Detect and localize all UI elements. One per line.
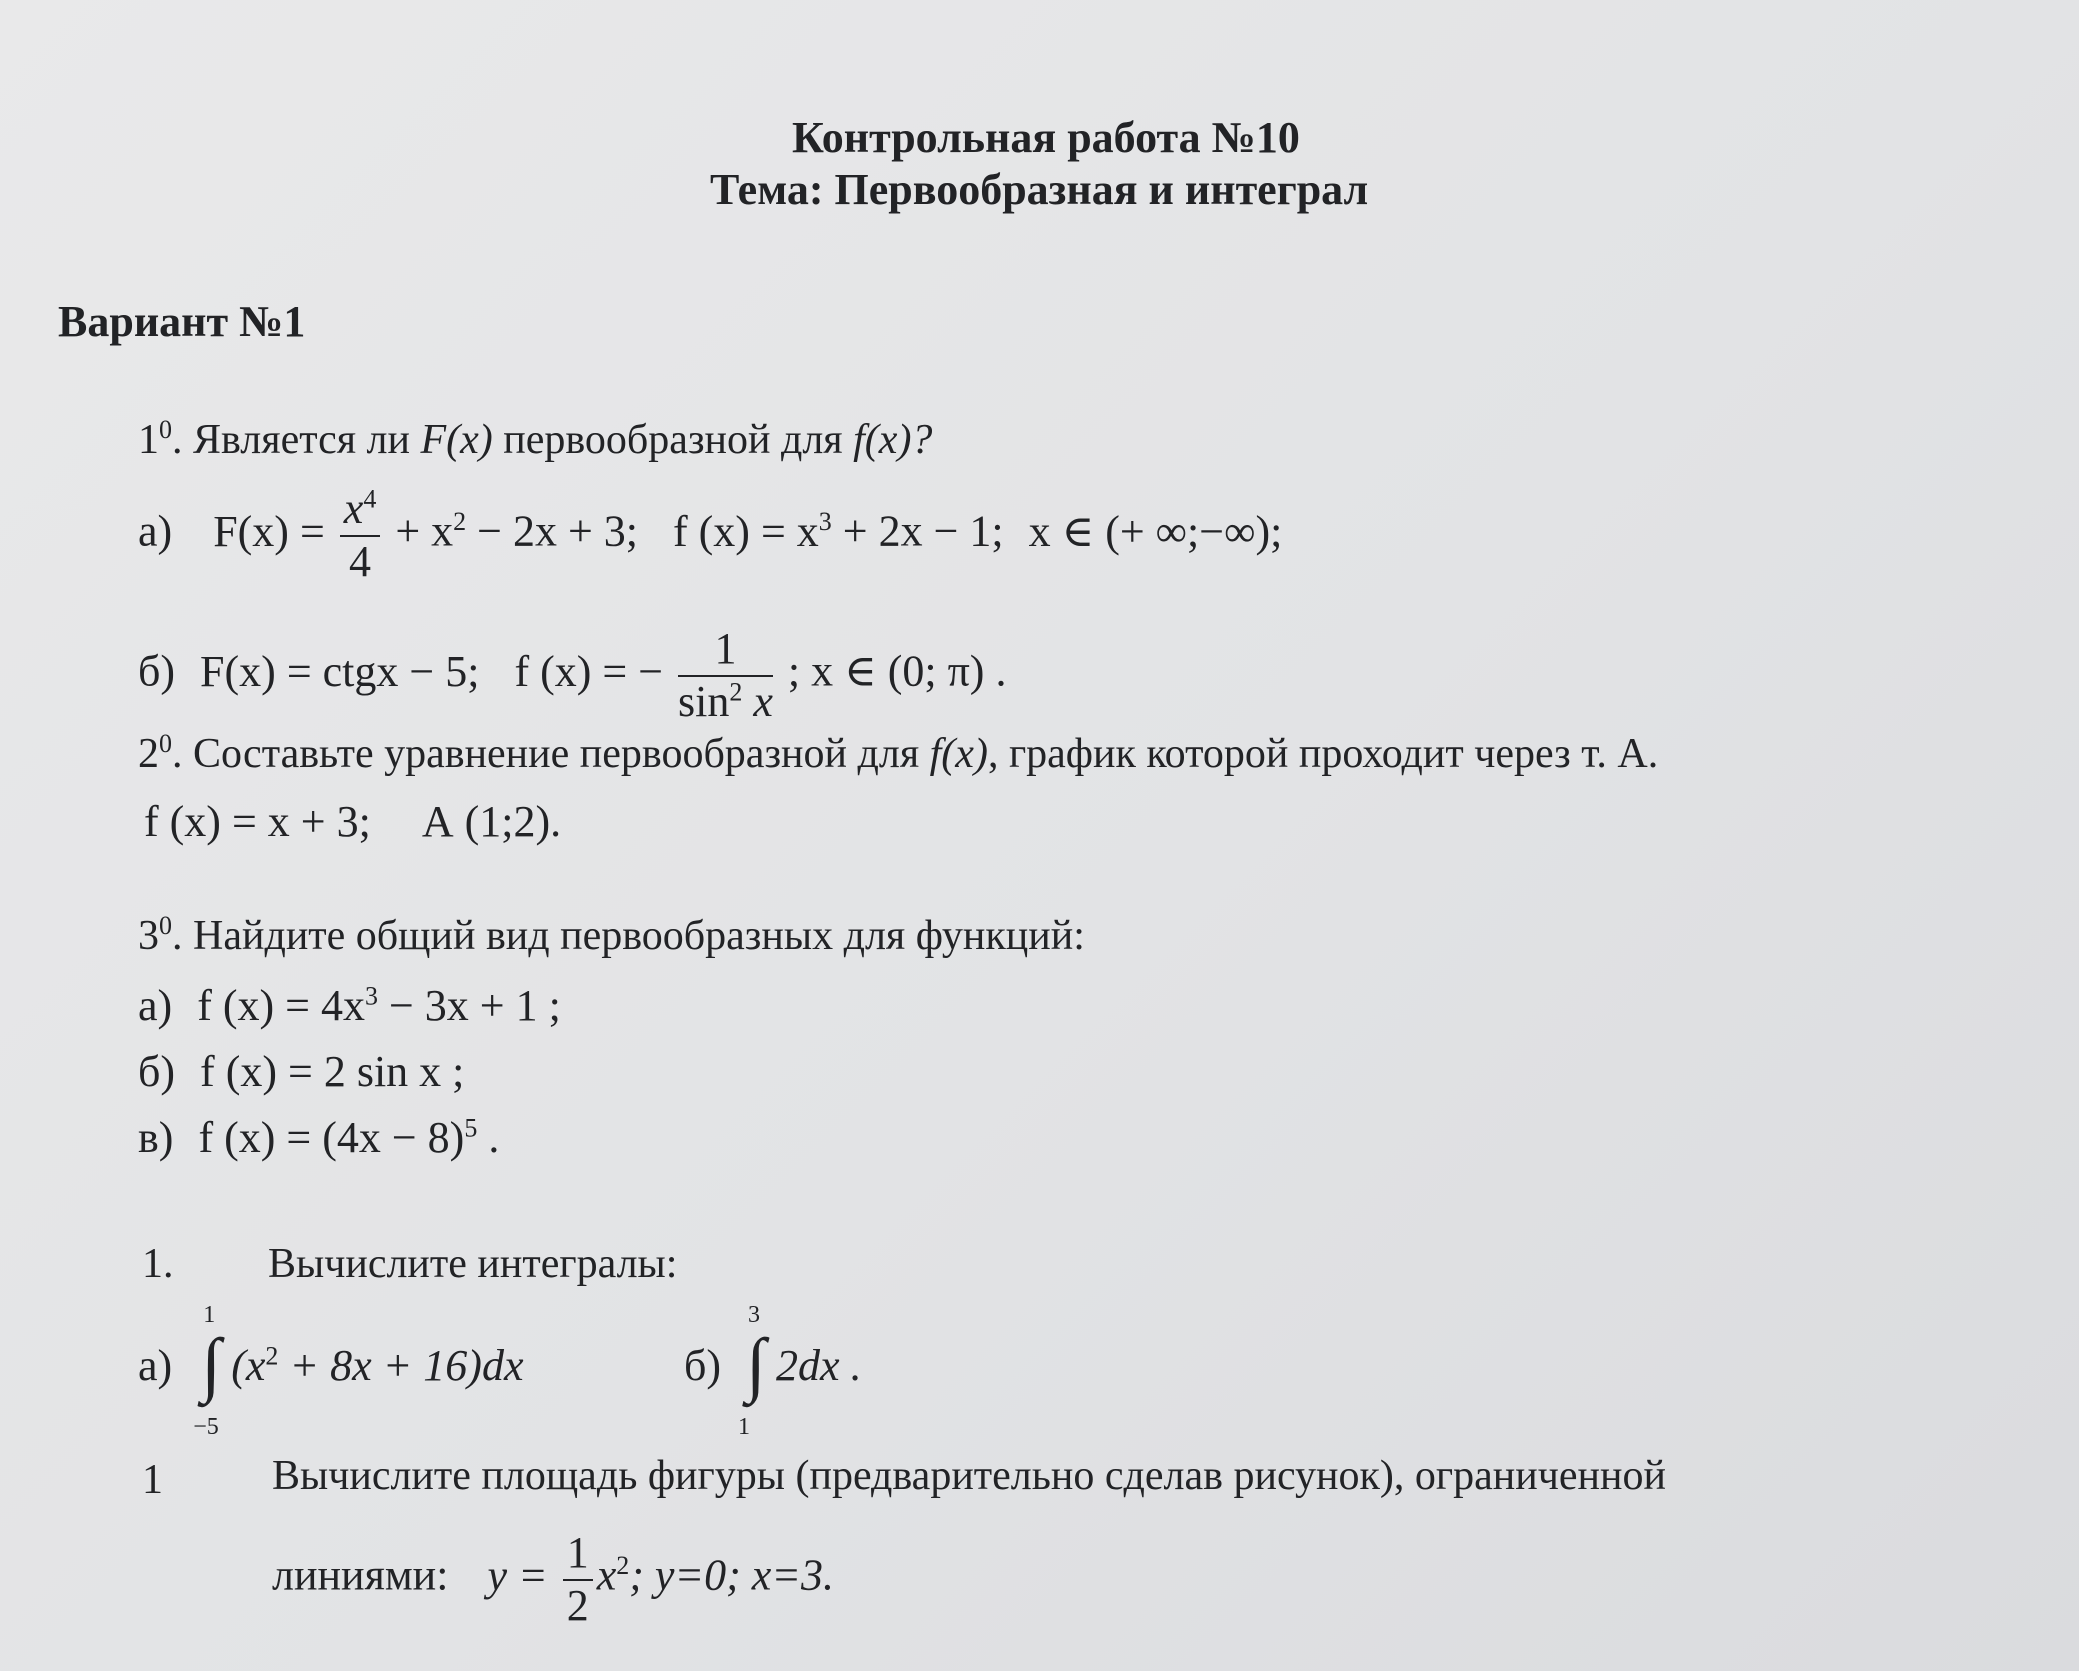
task4-b-label: б): [684, 1341, 722, 1391]
task1-a-num-exp: 4: [363, 484, 377, 514]
task2-fx: f(x): [929, 731, 988, 777]
task1-item-a: [138, 484, 1282, 587]
task5-lines: [272, 1528, 834, 1631]
task1-item-b: [138, 624, 1006, 727]
task4-a-body1: (x: [231, 1341, 266, 1391]
task1-a-fexp: 3: [818, 507, 832, 537]
task4-a-body2: + 8x + 16)dx: [278, 1341, 524, 1391]
task1-question: [138, 416, 932, 464]
task5-x: x: [596, 1550, 617, 1600]
task1-fx: f(x)?: [853, 417, 933, 463]
task3-item-c: [138, 1112, 499, 1163]
task3-text: . Найдите общий вид первообразных для функций:: [172, 913, 1085, 959]
task3-b-label: б): [138, 1047, 176, 1096]
task3-c-f: f (x) = (4x − 8): [198, 1113, 465, 1162]
task1-a-rest2: − 2x + 3;: [466, 506, 638, 556]
task1-Fx: F(x): [420, 417, 493, 463]
integral-a: ∫ 1 −5: [193, 1302, 221, 1440]
task1-a-f: f (x) = x: [673, 506, 819, 556]
task1-a-rest1: + x: [395, 506, 454, 556]
task5-x-exp: 2: [616, 1551, 630, 1581]
task1-a-den: 4: [349, 536, 372, 586]
integral-b: ∫ 3 1: [738, 1302, 766, 1440]
task3-degree: 0: [159, 911, 172, 940]
task2-point: А (1;2).: [421, 797, 562, 846]
task3-b-f: f (x) = 2 sin x ;: [200, 1047, 465, 1096]
task1-b-den-exp: 2: [729, 676, 743, 706]
task3-c-end: .: [477, 1113, 500, 1162]
variant-heading: Вариант №1: [58, 297, 306, 346]
task5-text: Вычислите площадь фигуры (предварительно сделав рисунок), ограниченной: [272, 1453, 1666, 1499]
integral-a-lower: −5: [193, 1414, 219, 1440]
task1-a-fraction: [340, 484, 381, 587]
task1-b-den-x: x: [742, 676, 773, 726]
task2-number: 2: [138, 731, 159, 777]
task1-b-f: f (x) = −: [514, 646, 664, 696]
task5-lines-label: линиями:: [272, 1550, 449, 1600]
task1-b-F: F(x) = ctgx − 5;: [200, 646, 480, 696]
doc-topic: Тема: Первообразная и интеграл: [710, 165, 1369, 214]
task5-num: 1: [563, 1528, 593, 1581]
task1-a-num: x: [343, 484, 364, 533]
task1-a-domain: x ∈ (+ ∞;−∞);: [1028, 506, 1283, 556]
task1-b-domain: ; x ∈ (0; π) .: [787, 646, 1007, 696]
task4-item-a: [138, 1302, 524, 1440]
task3-item-a: [138, 980, 561, 1031]
doc-title: Контрольная работа №10: [792, 113, 1300, 162]
task3-a-rest: − 3x + 1 ;: [377, 981, 561, 1030]
integral-a-upper: 1: [203, 1302, 216, 1328]
task5-rest: ; y=0; x=3.: [629, 1550, 834, 1600]
integral-b-upper: 3: [748, 1302, 761, 1328]
task2-question: [138, 730, 1658, 778]
task1-b-fraction: [678, 624, 773, 727]
task1-text-b: первообразной для: [492, 417, 854, 463]
task4-item-b: [684, 1302, 862, 1440]
task1-a-label: а): [138, 506, 173, 556]
task1-number: 1: [138, 417, 159, 463]
task5-number: 1: [142, 1457, 163, 1503]
task1-b-num: 1: [678, 624, 773, 677]
task1-a-F: F(x) =: [213, 506, 325, 556]
task5-fraction: [563, 1528, 593, 1631]
task2-text-a: . Составьте уравнение первообразной для: [172, 731, 930, 777]
task1-a-exp2: 2: [453, 507, 467, 537]
task5-den: 2: [566, 1580, 589, 1630]
task3-number: 3: [138, 913, 159, 959]
task2-text-b: , график которой проходит через т. А.: [987, 731, 1659, 777]
task1-a-frest: + 2x − 1;: [831, 506, 1004, 556]
task3-a-label: а): [138, 981, 173, 1030]
task2-formula-line: [144, 796, 561, 847]
task4-text: Вычислите интегралы:: [268, 1241, 678, 1287]
task1-text-a: . Является ли: [172, 417, 421, 463]
task4-a-label: а): [138, 1341, 173, 1391]
task4-b-body: 2dx .: [776, 1341, 862, 1391]
task4-a-exp: 2: [265, 1341, 279, 1371]
task4-number: 1.: [142, 1241, 174, 1287]
task3-a-f: f (x) = 4x: [197, 981, 365, 1030]
task3-a-exp: 3: [364, 981, 378, 1011]
task3-c-exp: 5: [464, 1113, 478, 1143]
task2-degree: 0: [159, 729, 172, 758]
integral-b-lower: 1: [738, 1414, 751, 1440]
task1-b-den: sin: [678, 676, 730, 726]
task3-c-label: в): [138, 1113, 174, 1162]
task5-y-eq: y =: [487, 1550, 548, 1600]
task1-degree: 0: [159, 415, 172, 444]
task2-formula: f (x) = x + 3;: [144, 797, 371, 846]
task1-b-label: б): [138, 646, 176, 696]
task3-question: [138, 912, 1085, 960]
task3-item-b: [138, 1046, 464, 1097]
